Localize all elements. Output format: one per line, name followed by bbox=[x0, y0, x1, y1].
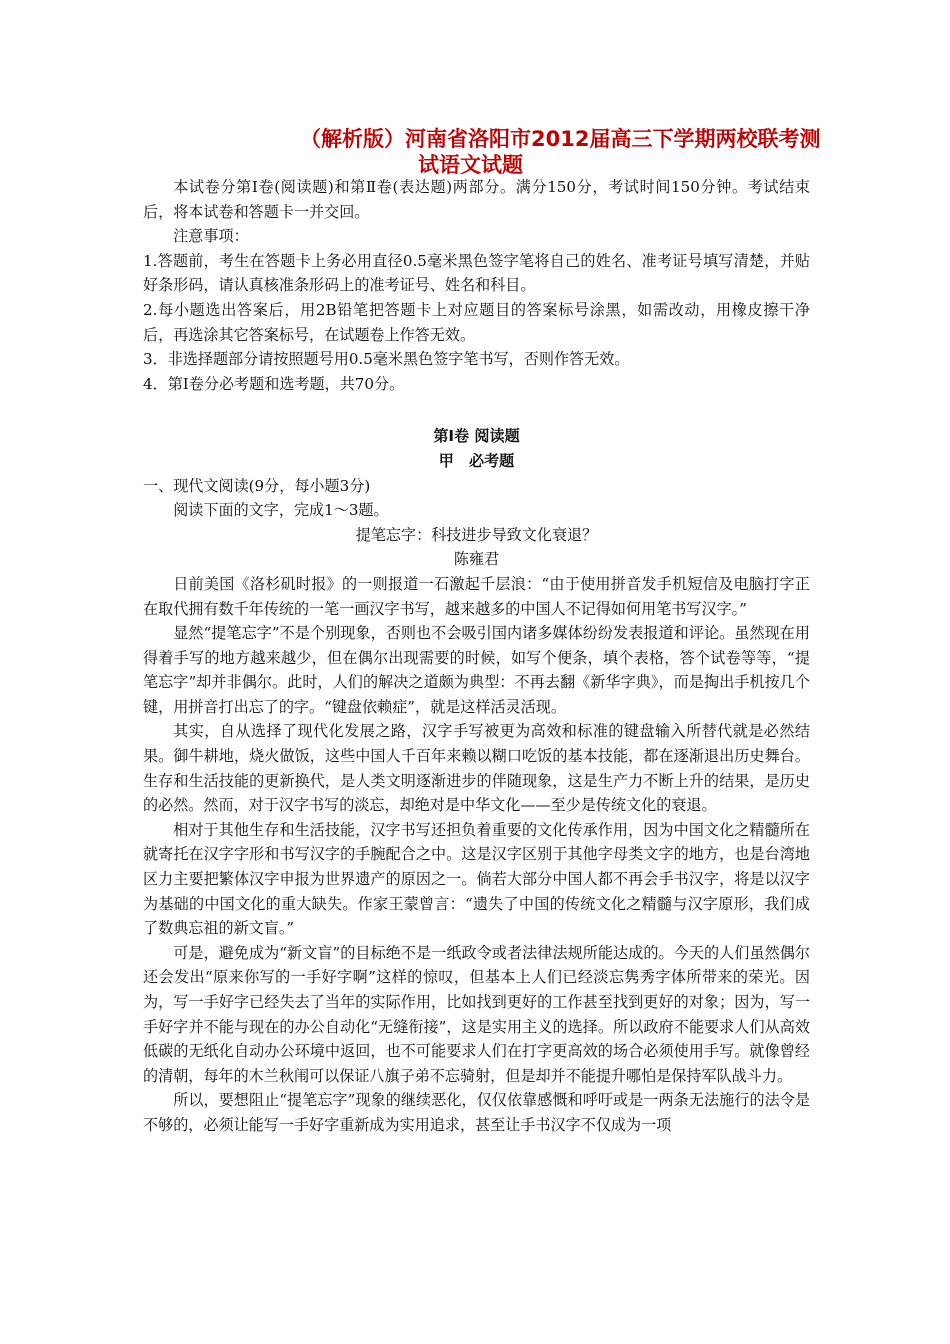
question-heading: 一、现代文阅读(9分，每小题3分) bbox=[143, 476, 371, 495]
article-paragraph: 所以，要想阻止“提笔忘字”现象的继续恶化，仅仅依靠感慨和呼吁或是一两条无法施行的法令是不够的，必须让能写一手好字重新成为实用追求，甚至让手书汉字不仅成为一项 bbox=[143, 1091, 810, 1134]
section-spacer bbox=[143, 396, 810, 424]
article-author: 陈雍君 bbox=[453, 550, 500, 569]
reading-instruction: 阅读下面的文字，完成1～3题。 bbox=[173, 501, 389, 520]
notes-heading: 注意事项： bbox=[173, 227, 249, 246]
note-item: 3．非选择题部分请按照题号用0.5毫米黑色签字笔书写，否则作答无效。 bbox=[143, 350, 630, 369]
article-paragraph: 日前美国《洛杉矶时报》的一则报道一石激起千层浪：“由于使用拼音发手机短信及电脑打字正在取代拥有数千年传统的一笔一画汉字书写，越来越多的中国人不记得如何用笔书写汉字。” bbox=[143, 574, 810, 618]
note-item: 1.答题前，考生在答题卡上务必用直径0.5毫米黑色签字笔将自己的姓名、准考证号填写清楚，并贴好条形码，请认真核准条形码上的准考证号、姓名和科目。 bbox=[143, 251, 810, 295]
volume-heading: 第Ⅰ卷 阅读题 bbox=[433, 427, 520, 446]
note-item: 4．第Ⅰ卷分必考题和选考题，共70分。 bbox=[143, 374, 405, 393]
article-paragraph: 可是，避免成为“新文盲”的目标绝不是一纸政令或者法律法规所能达成的。今天的人们虽然偶尔还会发出“原来你写的一手好字啊”这样的惊叹，但基本上人们已经淡忘隽秀字体所带来的荣光。因为，写一手好字已经失去了当年的实际作用，比如找到更好的工作甚至找到更好的对象；因为，写一手好字并不能与现在的办公自动化“无缝衔接”，这是实用主义的选择。所以政府不能要求人们从高效低碳的无纸化自动办公环境中返回，也不可能要求人们在打字更高效的场合必须使用手写。就像曾经的清朝，每年的木兰秋闱可以保证八旗子弟不忘骑射，但是却并不能提升哪怕是保持军队战斗力。 bbox=[143, 943, 810, 1085]
document-title-line2: 试语文试题 bbox=[418, 153, 523, 177]
note-item: 2.每小题选出答案后，用2B铅笔把答题卡上对应题目的答案标号涂黑，如需改动，用橡皮擦干净后，再选涂其它答案标号，在试题卷上作答无效。 bbox=[143, 300, 810, 344]
article-paragraph: 显然“提笔忘字”不是个别现象，否则也不会吸引国内诸多媒体纷纷发表报道和评论。虽然现在用得着手写的地方越来越少，但在偶尔出现需要的时候，如写个便条，填个表格，答个试卷等等，“提笔忘字”却并非偶尔。此时，人们的解决之道颇为典型：不再去翻《新华字典》，而是掏出手机按几个键，用拼音打出忘了的字。“键盘依赖症”，就是这样活灵活现。 bbox=[143, 624, 810, 716]
article-title: 提笔忘字：科技进步导致文化衰退？ bbox=[355, 525, 598, 544]
part-heading: 甲 必考题 bbox=[438, 451, 515, 470]
intro-paragraph: 本试卷分第Ⅰ卷(阅读题)和第Ⅱ卷(表达题)两部分。满分150分，考试时间150分钟。考试结束后，将本试卷和答题卡一并交回。 bbox=[143, 178, 810, 221]
article-paragraph: 其实，自从选择了现代化发展之路，汉字手写被更为高效和标准的键盘输入所替代就是必然结果。御牛耕地，烧火做饭，这些中国人千百年来赖以糊口吃饭的基本技能，都在逐渐退出历史舞台。生存和生活技能的更新换代，是人类文明逐渐进步的伴随现象，这是生产力不断上升的结果，是历史的必然。然而，对于汉字书写的淡忘，却绝对是中华文化——至少是传统文化的衰退。 bbox=[143, 722, 810, 815]
document-title-line1: （解析版）河南省洛阳市2012届高三下学期两校联考测 bbox=[300, 127, 821, 151]
article-paragraph: 相对于其他生存和生活技能，汉字书写还担负着重要的文化传承作用，因为中国文化之精髓所在就寄托在汉字字形和书写汉字的手腕配合之中。这是汉字区别于其他字母类文字的地方，也是台湾地区力主要把繁体汉字申报为世界遗产的原因之一。倘若大部分中国人都不再会手书汉字，将是以汉字为基础的中国文化的重大缺失。作家王蒙曾言：“遗失了中国的传统文化之精髓与汉字原形，我们成了数典忘祖的新文盲。” bbox=[143, 820, 810, 938]
document-body bbox=[143, 175, 810, 1138]
